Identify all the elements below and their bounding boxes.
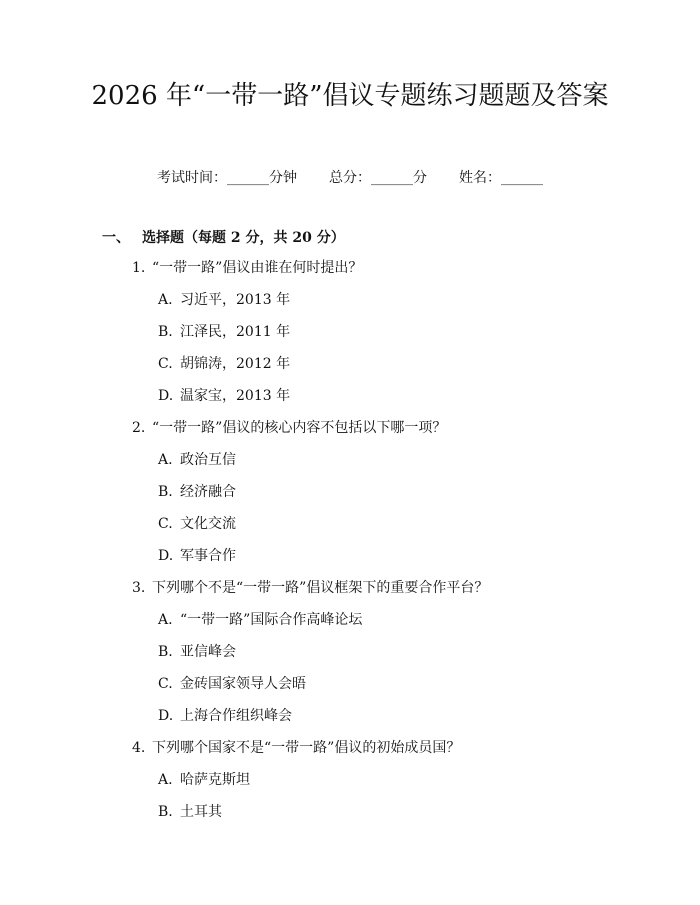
option-letter: A. <box>158 772 173 788</box>
option-text: 胡锦涛，2012 年 <box>180 356 291 372</box>
answer-option <box>0 322 700 354</box>
answer-option <box>0 802 700 834</box>
question-stem <box>0 258 700 290</box>
question-list <box>0 258 700 834</box>
option-letter: D. <box>158 388 174 404</box>
answer-option <box>0 514 700 546</box>
answer-option <box>0 450 700 482</box>
question-number: 1. <box>132 260 146 276</box>
question-item <box>0 418 700 578</box>
question-stem <box>0 418 700 450</box>
exam-time-label: 考试时间：______分钟 <box>157 170 297 186</box>
option-letter: A. <box>158 452 173 468</box>
answer-option <box>0 290 700 322</box>
question-item <box>0 258 700 418</box>
option-text: 文化交流 <box>180 516 236 532</box>
answer-option <box>0 674 700 706</box>
option-letter: A. <box>158 612 173 628</box>
option-letter: C. <box>158 516 173 532</box>
answer-option <box>0 546 700 578</box>
option-letter: B. <box>158 804 173 820</box>
question-text: 下列哪个国家不是“一带一路”倡议的初始成员国？ <box>152 740 461 756</box>
option-text: 习近平，2013 年 <box>180 292 291 308</box>
section-title: 选择题（每题 2 分，共 20 分） <box>142 230 345 246</box>
option-letter: C. <box>158 356 173 372</box>
option-letter: A. <box>158 292 173 308</box>
option-text: 金砖国家领导人会晤 <box>180 676 306 692</box>
option-text: 土耳其 <box>180 804 222 820</box>
answer-option <box>0 770 700 802</box>
name-label: 姓名：______ <box>459 170 543 186</box>
option-letter: C. <box>158 676 173 692</box>
document-title: 2026 年“一带一路”倡议专题练习题题及答案 <box>91 81 609 111</box>
answer-option <box>0 610 700 642</box>
option-text: “一带一路”国际合作高峰论坛 <box>180 612 363 628</box>
option-letter: B. <box>158 484 173 500</box>
option-text: 温家宝，2013 年 <box>180 388 291 404</box>
question-text: “一带一路”倡议的核心内容不包括以下哪一项？ <box>152 420 447 436</box>
exam-meta <box>0 168 700 188</box>
section-number: 一、 <box>102 230 130 246</box>
question-number: 2. <box>132 420 146 436</box>
option-text: 哈萨克斯坦 <box>180 772 250 788</box>
option-letter: B. <box>158 644 173 660</box>
question-item <box>0 578 700 738</box>
section-heading <box>102 228 345 248</box>
question-item <box>0 738 700 834</box>
option-text: 上海合作组织峰会 <box>180 708 292 724</box>
option-letter: D. <box>158 548 174 564</box>
question-text: 下列哪个不是“一带一路”倡议框架下的重要合作平台？ <box>152 580 489 596</box>
question-number: 4. <box>132 740 146 756</box>
option-text: 经济融合 <box>180 484 236 500</box>
option-letter: B. <box>158 324 173 340</box>
option-text: 亚信峰会 <box>180 644 236 660</box>
option-text: 江泽民，2011 年 <box>180 324 291 340</box>
answer-option <box>0 642 700 674</box>
question-stem <box>0 738 700 770</box>
option-text: 政治互信 <box>180 452 236 468</box>
question-text: “一带一路”倡议由谁在何时提出？ <box>152 260 363 276</box>
option-letter: D. <box>158 708 174 724</box>
total-score-label: 总分：______分 <box>329 170 427 186</box>
option-text: 军事合作 <box>180 548 236 564</box>
answer-option <box>0 354 700 386</box>
answer-option <box>0 706 700 738</box>
question-stem <box>0 578 700 610</box>
question-number: 3. <box>132 580 146 596</box>
answer-option <box>0 386 700 418</box>
answer-option <box>0 482 700 514</box>
